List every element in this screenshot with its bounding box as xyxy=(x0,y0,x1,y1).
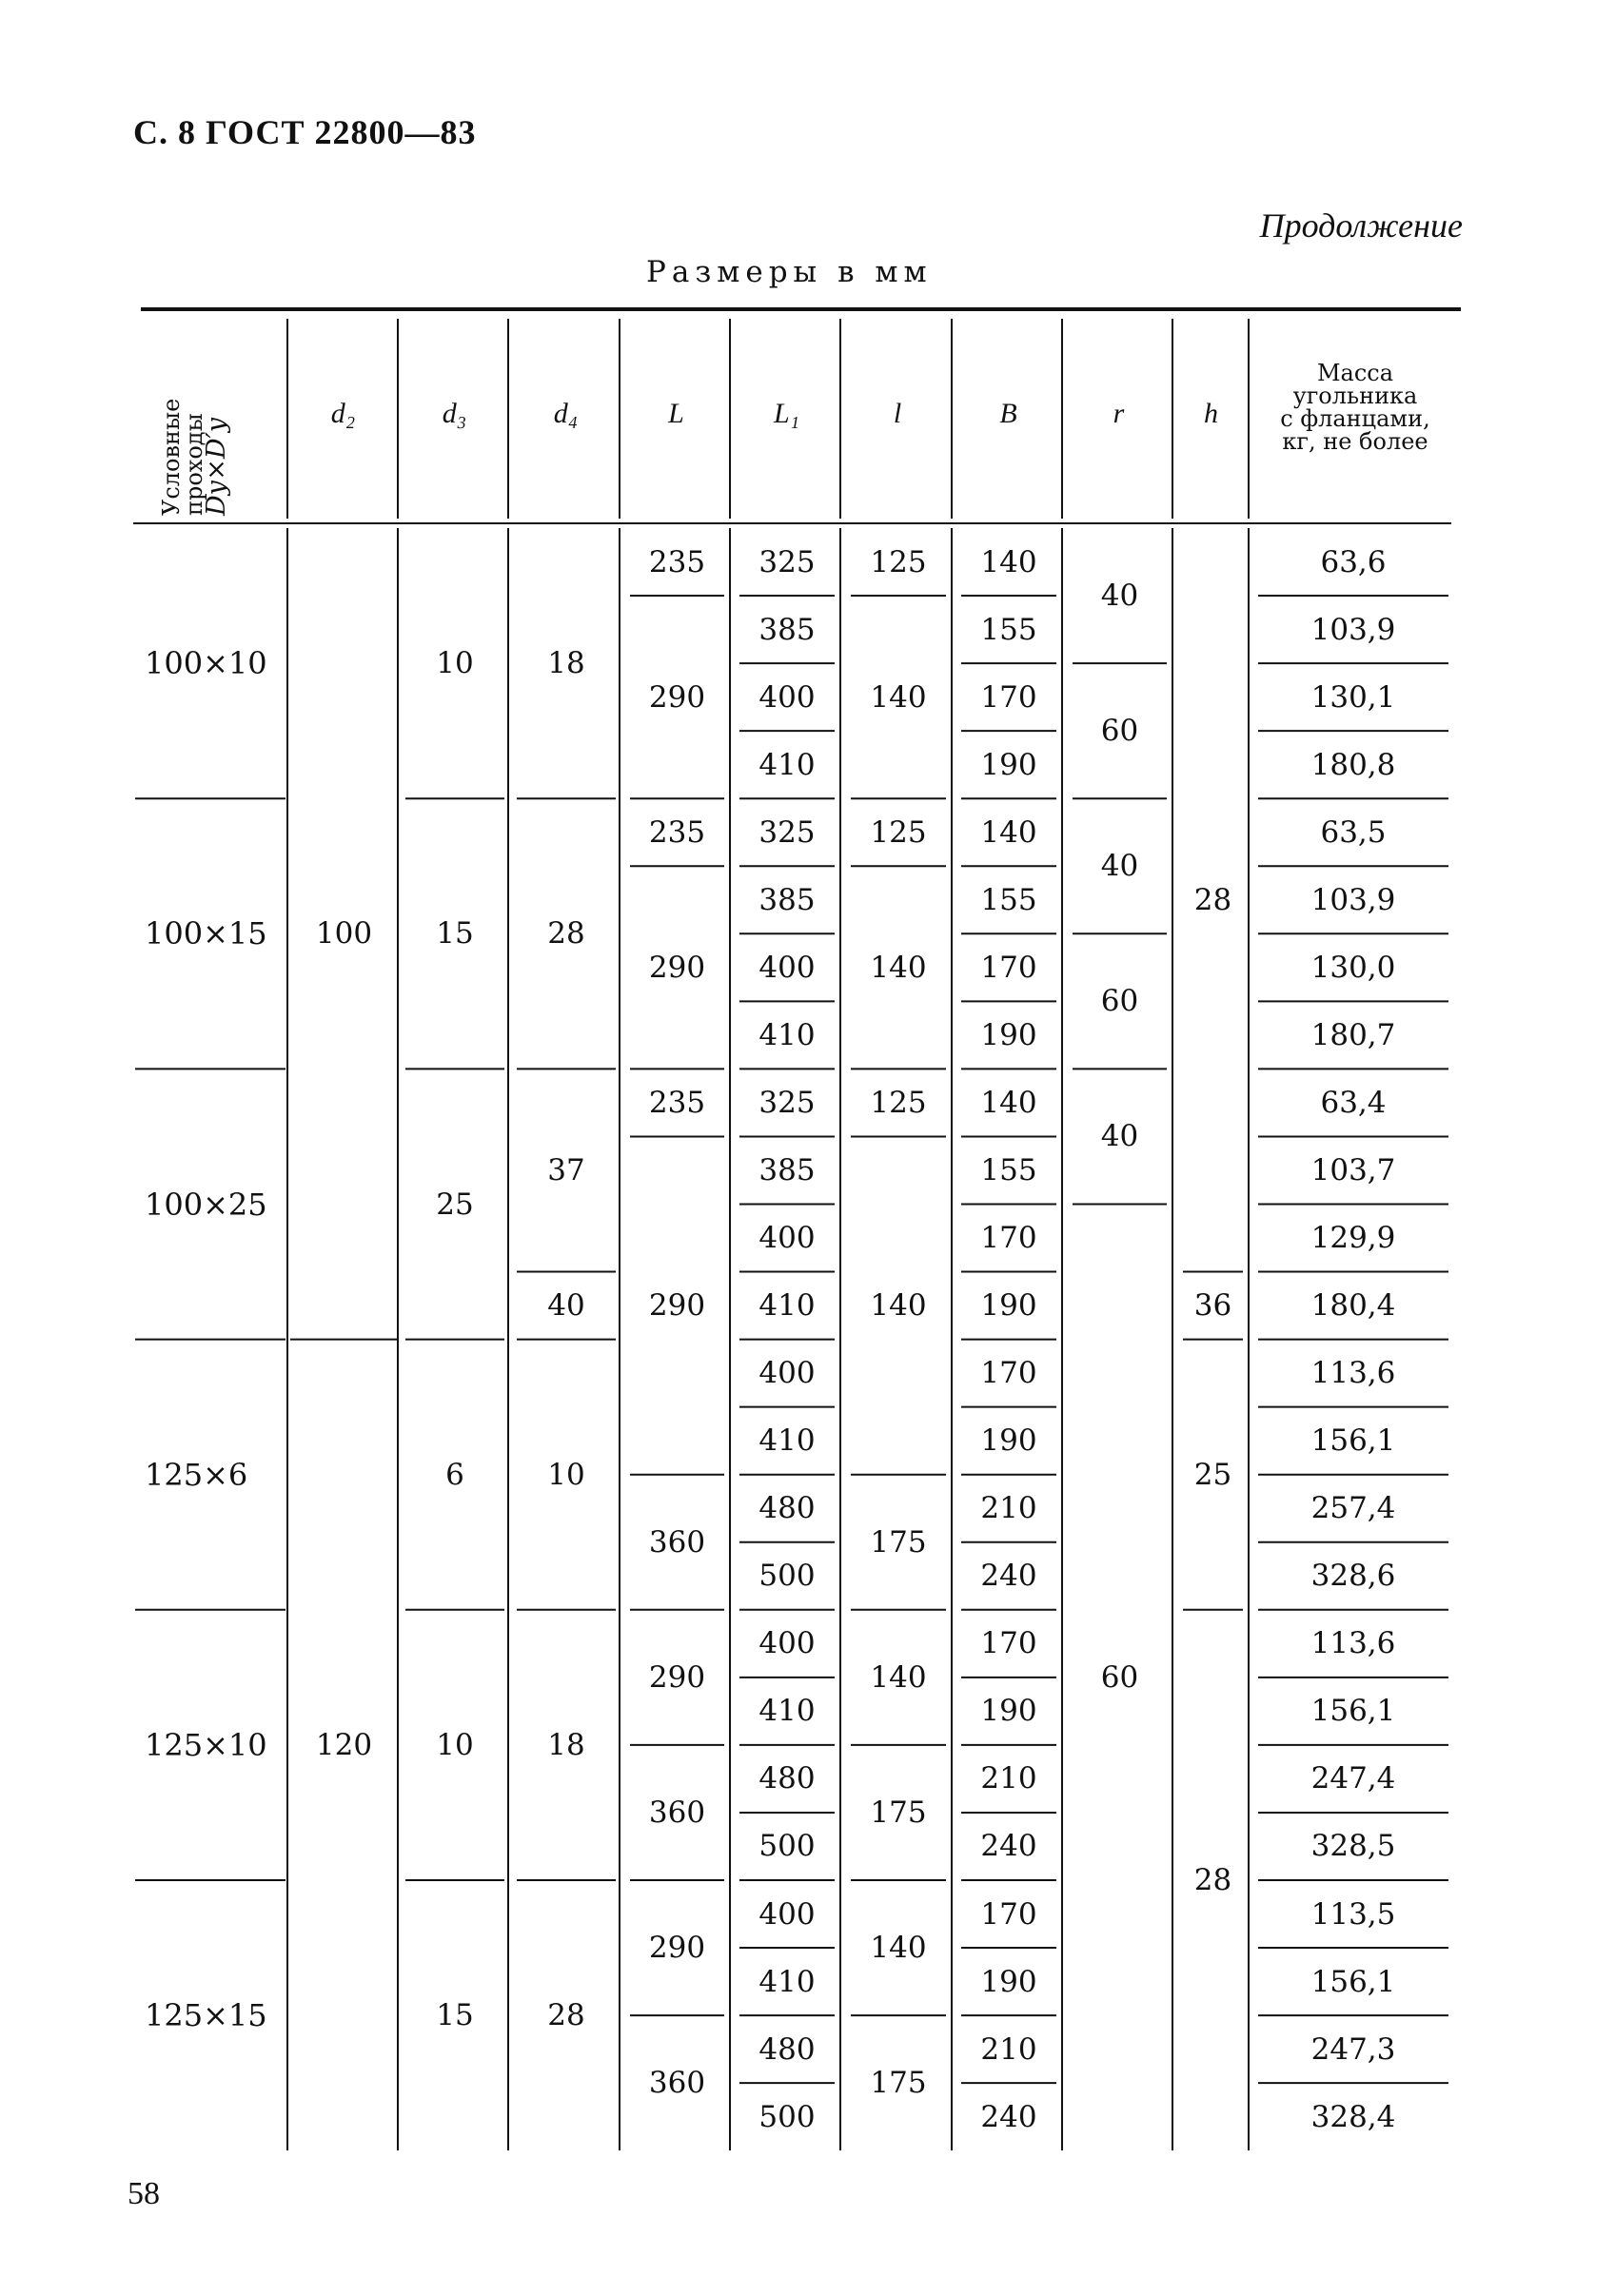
d2-cell: 120 xyxy=(315,1727,373,1762)
mass-cell: 130,0 xyxy=(1310,950,1396,985)
units-caption: Размеры в мм xyxy=(646,255,933,289)
r-cell: 40 xyxy=(1100,849,1139,884)
r-cell: 60 xyxy=(1100,1659,1139,1695)
L-cell: 235 xyxy=(648,1085,706,1120)
mass-cell: 113,6 xyxy=(1310,1626,1396,1661)
B-cell: 140 xyxy=(980,814,1037,850)
d2-cell: 100 xyxy=(315,916,373,952)
l-cell: 140 xyxy=(870,950,927,985)
mass-cell: 156,1 xyxy=(1310,1964,1396,1999)
d3-cell: 10 xyxy=(436,1727,474,1762)
mass-cell: 113,5 xyxy=(1310,1896,1396,1932)
L-cell: 290 xyxy=(648,1931,706,1966)
mass-cell: 328,6 xyxy=(1310,1559,1396,1594)
L1-cell: 410 xyxy=(758,1694,816,1729)
B-cell: 190 xyxy=(980,1694,1037,1729)
L1-cell: 410 xyxy=(758,1288,816,1324)
B-cell: 170 xyxy=(980,1626,1037,1661)
d3-cell: 6 xyxy=(445,1457,464,1492)
mass-cell: 113,6 xyxy=(1310,1356,1396,1391)
d4-cell: 18 xyxy=(547,646,585,681)
B-cell: 170 xyxy=(980,950,1037,985)
L-cell: 290 xyxy=(648,1659,706,1695)
L1-cell: 480 xyxy=(758,1491,816,1526)
L1-cell: 325 xyxy=(758,814,816,850)
L-cell: 360 xyxy=(648,2066,706,2101)
page-number: 58 xyxy=(128,2176,160,2211)
L-cell: 360 xyxy=(648,1795,706,1830)
h-cell: 36 xyxy=(1193,1288,1232,1324)
nominal-size-cell: 125×15 xyxy=(145,1997,267,2034)
l-cell: 175 xyxy=(870,1795,927,1830)
L1-cell: 385 xyxy=(758,1152,816,1187)
B-cell: 140 xyxy=(980,544,1037,579)
r-cell: 60 xyxy=(1100,984,1139,1019)
L-cell: 235 xyxy=(648,814,706,850)
L1-cell: 410 xyxy=(758,747,816,782)
L1-cell: 325 xyxy=(758,1085,816,1120)
L-cell: 360 xyxy=(648,1524,706,1560)
nominal-size-cell: 100×25 xyxy=(145,1186,267,1223)
B-cell: 210 xyxy=(980,1491,1037,1526)
L1-cell: 410 xyxy=(758,1964,816,1999)
d4-cell: 28 xyxy=(547,916,585,952)
mass-cell: 63,4 xyxy=(1320,1085,1387,1120)
l-cell: 140 xyxy=(870,1659,927,1695)
B-cell: 170 xyxy=(980,1356,1037,1391)
d3-cell: 15 xyxy=(436,916,474,952)
L1-cell: 410 xyxy=(758,1423,816,1459)
B-cell: 240 xyxy=(980,2099,1037,2134)
h-cell: 28 xyxy=(1193,882,1232,917)
r-cell: 40 xyxy=(1100,579,1139,614)
header-d3: d₃ xyxy=(442,398,467,429)
nominal-size-cell: 125×6 xyxy=(145,1456,248,1493)
B-cell: 170 xyxy=(980,1221,1037,1256)
B-cell: 190 xyxy=(980,747,1037,782)
nominal-size-cell: 125×10 xyxy=(145,1726,267,1763)
mass-cell: 63,6 xyxy=(1320,544,1387,579)
nominal-size-cell: 100×10 xyxy=(145,645,267,682)
mass-cell: 247,3 xyxy=(1310,2031,1396,2067)
d4-cell: 28 xyxy=(547,1998,585,2033)
L-cell: 290 xyxy=(648,1288,706,1324)
L1-cell: 325 xyxy=(758,544,816,579)
continuation-label: Продолжение xyxy=(1259,206,1463,245)
header-h: h xyxy=(1204,398,1218,429)
l-cell: 175 xyxy=(870,2066,927,2101)
L1-cell: 400 xyxy=(758,1626,816,1661)
B-cell: 210 xyxy=(980,1761,1037,1796)
B-cell: 155 xyxy=(980,612,1037,647)
header-B: B xyxy=(999,398,1017,429)
r-cell: 40 xyxy=(1100,1119,1139,1154)
page-header: С. 8 ГОСТ 22800—83 xyxy=(133,113,477,151)
L1-cell: 400 xyxy=(758,679,816,715)
l-cell: 140 xyxy=(870,1931,927,1966)
mass-cell: 129,9 xyxy=(1310,1221,1396,1256)
mass-cell: 180,7 xyxy=(1310,1017,1396,1052)
L1-cell: 410 xyxy=(758,1017,816,1052)
mass-cell: 156,1 xyxy=(1310,1694,1396,1729)
B-cell: 155 xyxy=(980,1152,1037,1187)
B-cell: 190 xyxy=(980,1017,1037,1052)
L1-cell: 400 xyxy=(758,1356,816,1391)
mass-cell: 180,4 xyxy=(1310,1288,1396,1324)
L1-cell: 385 xyxy=(758,882,816,917)
mass-cell: 328,4 xyxy=(1310,2099,1396,2134)
B-cell: 155 xyxy=(980,882,1037,917)
B-cell: 240 xyxy=(980,1829,1037,1864)
header-L: L xyxy=(668,398,684,429)
B-cell: 190 xyxy=(980,1423,1037,1459)
l-cell: 125 xyxy=(870,814,927,850)
h-cell: 25 xyxy=(1193,1457,1232,1492)
L-cell: 235 xyxy=(648,544,706,579)
r-cell: 60 xyxy=(1100,714,1139,749)
mass-cell: 103,9 xyxy=(1310,612,1396,647)
B-cell: 170 xyxy=(980,1896,1037,1932)
header-d4: d₄ xyxy=(553,398,579,429)
l-cell: 140 xyxy=(870,1288,927,1324)
d3-cell: 10 xyxy=(436,646,474,681)
L1-cell: 400 xyxy=(758,950,816,985)
header-nominal-size: Условные проходы Dу×D′у xyxy=(158,398,231,516)
B-cell: 240 xyxy=(980,1559,1037,1594)
mass-cell: 103,7 xyxy=(1310,1152,1396,1187)
L1-cell: 500 xyxy=(758,1559,816,1594)
L1-cell: 480 xyxy=(758,1761,816,1796)
B-cell: 210 xyxy=(980,2031,1037,2067)
L1-cell: 500 xyxy=(758,1829,816,1864)
d3-cell: 25 xyxy=(436,1187,474,1222)
B-cell: 190 xyxy=(980,1288,1037,1324)
header-d2: d₂ xyxy=(330,398,356,429)
d4-cell: 40 xyxy=(547,1288,585,1324)
L-cell: 290 xyxy=(648,679,706,715)
l-cell: 125 xyxy=(870,544,927,579)
mass-cell: 63,5 xyxy=(1320,814,1387,850)
L1-cell: 480 xyxy=(758,2031,816,2067)
d4-cell: 10 xyxy=(547,1457,585,1492)
header-r: r xyxy=(1113,398,1125,429)
mass-cell: 130,1 xyxy=(1310,679,1396,715)
d3-cell: 15 xyxy=(436,1998,474,2033)
B-cell: 170 xyxy=(980,679,1037,715)
l-cell: 125 xyxy=(870,1085,927,1120)
d4-cell: 18 xyxy=(547,1727,585,1762)
mass-cell: 328,5 xyxy=(1310,1829,1396,1864)
L1-cell: 500 xyxy=(758,2099,816,2134)
mass-cell: 257,4 xyxy=(1310,1491,1396,1526)
B-cell: 140 xyxy=(980,1085,1037,1120)
header-mass: Масса угольника с фланцами, кг, не более xyxy=(1280,360,1430,455)
L1-cell: 385 xyxy=(758,612,816,647)
L1-cell: 400 xyxy=(758,1221,816,1256)
L-cell: 290 xyxy=(648,950,706,985)
l-cell: 140 xyxy=(870,679,927,715)
mass-cell: 180,8 xyxy=(1310,747,1396,782)
mass-cell: 156,1 xyxy=(1310,1423,1396,1459)
mass-cell: 247,4 xyxy=(1310,1761,1396,1796)
B-cell: 190 xyxy=(980,1964,1037,1999)
header-L1: L₁ xyxy=(773,398,800,429)
L1-cell: 400 xyxy=(758,1896,816,1932)
l-cell: 175 xyxy=(870,1524,927,1560)
mass-cell: 103,9 xyxy=(1310,882,1396,917)
nominal-size-cell: 100×15 xyxy=(145,915,267,952)
header-l: l xyxy=(893,398,902,429)
h-cell: 28 xyxy=(1193,1863,1232,1897)
d4-cell: 37 xyxy=(547,1152,585,1187)
